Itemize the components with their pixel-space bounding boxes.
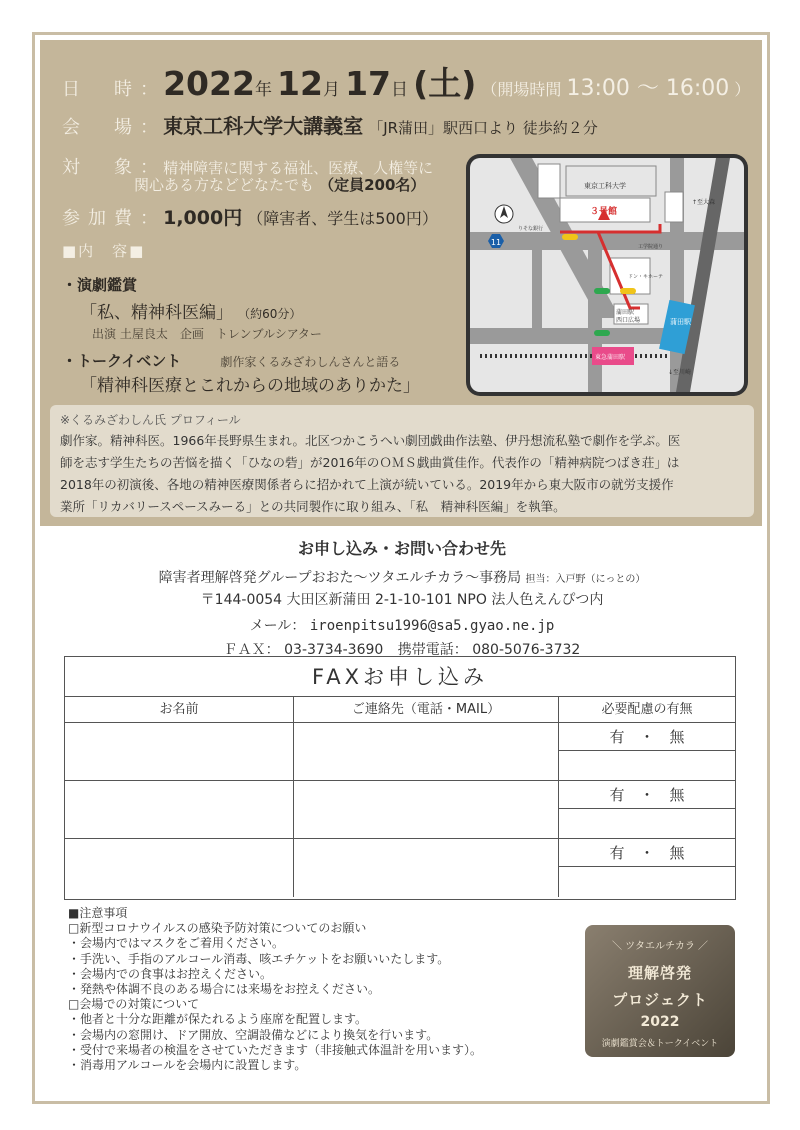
- contact-mail-row: [62, 615, 742, 635]
- fax-label: ＦＡＸ：: [223, 642, 280, 658]
- date-row: [62, 58, 750, 105]
- drama-title: [62, 274, 137, 295]
- date-label: 日 時: [62, 79, 140, 100]
- contact-field[interactable]: [294, 839, 559, 897]
- contact-address: 〒144-0054 大田区新蒲田 2-1-10-101 NPO 法人色えんぴつ内: [200, 592, 604, 608]
- fax-form-title: FAXお申し込み: [65, 657, 735, 697]
- colon: ：: [140, 117, 158, 138]
- map-univ: 東京工科大学: [584, 182, 626, 190]
- talk-sub: 劇作家くるみざわしんさんと語る: [220, 355, 401, 369]
- date-day-unit: 日: [391, 80, 409, 100]
- note-line: ・手洗い、手指のアルコール消毒、咳エチケットをお願いいたします。: [68, 951, 450, 966]
- venue-row: [62, 110, 598, 139]
- note-line: ・消毒用アルコールを会場内に設置します。: [68, 1058, 307, 1073]
- mail-label: メール：: [249, 618, 306, 634]
- map-plaza2: 西口広場: [616, 317, 641, 324]
- fee-note: （障害者、学生は500円）: [247, 209, 438, 228]
- venue-access: 「JR蒲田」駅西口より 徒歩約２分: [368, 119, 598, 137]
- map-don: ドン・キホーテ: [628, 274, 664, 280]
- fee-value: 1,000円: [163, 207, 243, 229]
- map-bank: りそな銀行: [518, 226, 544, 232]
- map-to-omori: ↑至大森: [692, 199, 716, 206]
- time-close: ）: [734, 80, 751, 99]
- profile-line: 2018年の初演後、各地の精神医療関係者らに招かれて上演が続いている。2019年から東大阪市の就労支援作: [60, 477, 674, 492]
- profile-line: 業所「リカバリースペースみーる」との共同製作に取り組み、「私 精神科医編」を執筆。: [60, 499, 566, 514]
- name-field[interactable]: [65, 723, 294, 780]
- map-station-tokyu: 東急蒲田駅: [595, 354, 626, 361]
- profile-line: 師を志す学生たちの苦悩を描く「ひなの砦」が2016年のＯＭＳ戯曲賞佳作。代表作の「精神病院つばき荘」は: [60, 455, 680, 470]
- need-field: [559, 781, 735, 838]
- note-line: □会場での対策について: [68, 997, 200, 1012]
- badge-line3: プロジェクト: [612, 991, 708, 1009]
- name-field[interactable]: [65, 839, 294, 897]
- fee-label: 参加費: [62, 208, 140, 229]
- note-line: ・発熱や体調不良のある場合には来場をお控えください。: [68, 982, 381, 997]
- talk-name: 「精神科医療とこれからの地域のありかた」: [80, 376, 420, 396]
- yes-no-choice[interactable]: 有 ・ 無: [559, 839, 735, 867]
- drama-name-row: [80, 298, 301, 323]
- badge-line1: ＼ ツタエルチカラ ／: [611, 941, 709, 952]
- target-line1: 精神障害に関する福祉、医療、人権等に: [163, 159, 434, 177]
- target-label: 対 象: [62, 157, 140, 178]
- map-plaza1: 蒲田駅: [616, 309, 635, 316]
- talk-title: ・トークイベント: [62, 352, 182, 370]
- col-name-header: お名前: [65, 697, 294, 722]
- need-field: [559, 839, 735, 897]
- map-building: ３号館: [590, 207, 618, 217]
- badge-line5: 演劇鑑賞会＆トークイベント: [601, 1039, 719, 1049]
- mail-link[interactable]: iroenpitsu1996@sa5.gyao.ne.jp: [309, 618, 555, 634]
- drama-cast: 出演 土屋良太 企画 トレンブルシアター: [92, 327, 322, 341]
- fax-form: [64, 656, 736, 900]
- route-no: 11: [490, 238, 502, 247]
- need-detail-field[interactable]: [559, 751, 735, 780]
- notes-header: ■注意事項: [68, 906, 128, 920]
- fax-number: 03-3734-3690: [284, 642, 384, 658]
- contact-org: 障害者理解啓発グループおおた～ツタエルチカラ～事務局: [158, 570, 522, 586]
- colon: ：: [140, 79, 158, 100]
- contact-person: 担当：入戸野（にっとの）: [525, 574, 646, 585]
- need-detail-field[interactable]: [559, 809, 735, 838]
- drama-title-text: ・演劇鑑賞: [62, 276, 138, 294]
- date-year: 2022: [163, 64, 255, 103]
- tel-number: 080-5076-3732: [472, 642, 581, 658]
- colon: ：: [140, 157, 158, 178]
- contact-section: [62, 536, 742, 659]
- drama-cast-row: [92, 323, 322, 342]
- date-weekday: (土): [413, 64, 477, 103]
- note-line: ・他者と十分な距離が保たれるよう座席を配置します。: [68, 1012, 368, 1027]
- yes-no-choice[interactable]: 有 ・ 無: [559, 723, 735, 751]
- drama-name: 「私、精神科医編」: [80, 303, 233, 323]
- yes-no-choice[interactable]: 有 ・ 無: [559, 781, 735, 809]
- name-field[interactable]: [65, 781, 294, 838]
- fee-row: [62, 203, 438, 230]
- target-line2: 関心ある方などどなたでも: [134, 176, 315, 194]
- content-header-text: ■内 容■: [62, 242, 146, 260]
- tel-label: 携帯電話：: [397, 642, 468, 658]
- badge-line4: 2022: [640, 1014, 680, 1030]
- contact-org-row: [62, 567, 742, 587]
- fax-form-row: [65, 781, 735, 839]
- profile-line: 劇作家。精神科医。1966年長野県生まれ。北区つかこうへい劇団戯曲作法塾、伊丹想流私塾で劇作を学ぶ。医: [60, 433, 681, 448]
- contact-field[interactable]: [294, 723, 559, 780]
- fax-form-row: [65, 839, 735, 897]
- profile-box: [50, 405, 754, 517]
- note-line: ・受付で来場者の検温をさせていただきます（非接触式体温計を用います）。: [68, 1042, 483, 1057]
- note-line: ・会場内の窓開け、ドア開放、空調設備などにより換気を行います。: [68, 1027, 439, 1042]
- profile-text: [60, 430, 744, 518]
- note-line: □新型コロナウイルスの感染予防対策についてのお願い: [68, 921, 367, 936]
- date-year-unit: 年: [254, 80, 272, 100]
- contact-title: お申し込み・お問い合わせ先: [297, 539, 506, 558]
- colon: ：: [140, 208, 158, 229]
- time-value: 13:00 ～ 16:00: [566, 76, 730, 101]
- need-detail-field[interactable]: [559, 867, 735, 897]
- access-map: [466, 154, 748, 396]
- note-line: ・会場内ではマスクをご着用ください。: [68, 936, 285, 951]
- map-to-kawasaki: ↓至川崎: [668, 369, 692, 376]
- profile-title: ※くるみざわしん氏 プロフィール: [60, 413, 241, 427]
- drama-duration: （約60分）: [238, 307, 302, 321]
- venue-label: 会 場: [62, 117, 140, 138]
- time-label: （開場時間: [481, 80, 562, 99]
- map-street: 工学院通り: [638, 244, 664, 250]
- talk-title-row: [62, 350, 400, 371]
- col-contact-header: ご連絡先（電話・MAIL）: [294, 697, 559, 722]
- target-capacity: （定員200名）: [319, 176, 426, 194]
- fax-form-row: [65, 723, 735, 781]
- project-badge: [585, 925, 735, 1057]
- need-field: [559, 723, 735, 780]
- talk-name-row: [80, 371, 420, 396]
- badge-line2: 理解啓発: [627, 964, 692, 982]
- date-month: 12: [277, 64, 323, 103]
- date-day: 17: [345, 64, 392, 103]
- map-svg: [470, 158, 744, 392]
- content-header: [62, 240, 145, 261]
- contact-field[interactable]: [294, 781, 559, 838]
- notes-section: [68, 906, 482, 1073]
- map-station-jr: 蒲田駅: [670, 318, 691, 326]
- col-need-header: 必要配慮の有無: [601, 702, 693, 717]
- date-month-unit: 月: [322, 80, 340, 100]
- venue-name: 東京工科大学大講義室: [163, 114, 364, 138]
- note-line: ・会場内での食事はお控えください。: [68, 966, 273, 981]
- target-row-2: [134, 174, 425, 195]
- fax-form-header: [65, 697, 735, 723]
